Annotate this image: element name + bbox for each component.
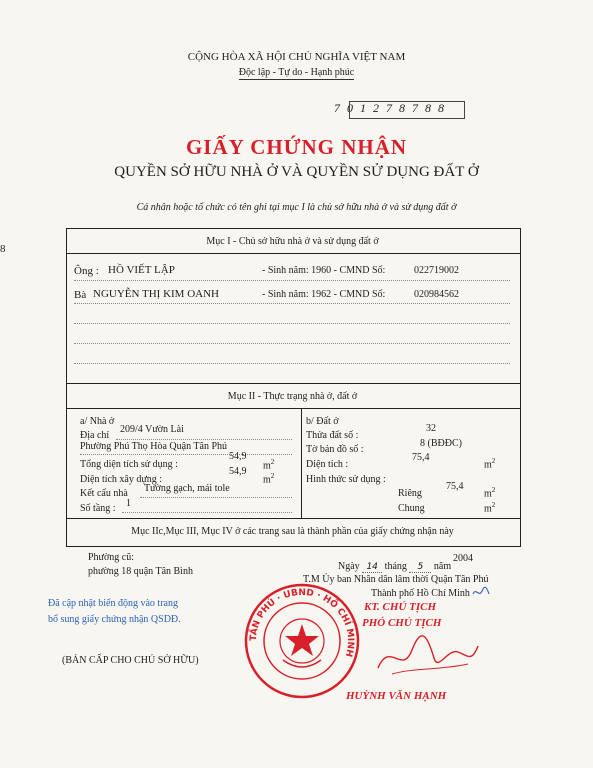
date-line <box>338 561 451 573</box>
address-line1: 209/4 Vườn Lài <box>120 424 184 435</box>
owner2-prefix: Bà <box>74 289 87 301</box>
old-ward-value: phường 18 quận Tân Bình <box>88 566 193 577</box>
serial-text: 7 0 1 2 7 8 7 8 8 <box>334 101 446 115</box>
sign-title1: KT. CHỦ TỊCH <box>364 601 437 613</box>
unit: m <box>484 503 492 515</box>
unit: m <box>484 488 492 500</box>
lot-label: Thửa đất số : <box>306 430 359 441</box>
seal-ring-text: TÂN PHÚ · UBND · HỒ CHÍ MINH <box>248 587 356 658</box>
owner1-name: HỒ VIẾT LẬP <box>108 264 175 276</box>
old-ward-label: Phường cũ: <box>88 552 134 563</box>
build-area-unit <box>263 472 274 485</box>
floors-value: 1 <box>126 498 131 509</box>
serial-box <box>349 101 465 119</box>
official-seal-icon <box>243 582 361 700</box>
copy-note: (BẢN CẤP CHO CHỦ SỞ HỮU) <box>62 655 199 666</box>
margin-mark: 8 <box>0 243 6 255</box>
owner2-info-label: - Sinh năm: 1962 - CMND Số: <box>262 289 386 300</box>
dotted-line <box>74 363 510 364</box>
authority-line2: Thành phố Hồ Chí Minh <box>371 588 470 599</box>
date-year-label: năm <box>433 561 452 572</box>
shared-label: Chung <box>398 503 425 514</box>
owner2-name: NGUYỄN THỊ KIM OANH <box>93 288 219 300</box>
use-area-value: 54,9 <box>229 451 247 462</box>
house-title: a/ Nhà ở <box>80 416 115 427</box>
address-label: Địa chỉ <box>80 430 110 441</box>
owner1-prefix: Ông : <box>74 265 99 277</box>
dotted-line <box>140 497 292 498</box>
unit: m <box>263 474 271 486</box>
private-value: 75,4 <box>446 481 464 492</box>
unit-superscript: 2 <box>491 501 496 509</box>
ownership-note: Cá nhân hoặc tổ chức có tên ghi tại mục I là chủ sở hữu nhà ở và sử dụng đất ở <box>136 202 457 213</box>
unit-superscript: 2 <box>491 486 496 494</box>
owner2-id: 020984562 <box>414 289 459 300</box>
section2-top-divider <box>66 383 520 384</box>
build-area-label: Diện tích xây dựng : <box>80 474 163 485</box>
dotted-line <box>116 439 292 440</box>
document-title: GIẤY CHỨNG NHẬN <box>185 135 408 159</box>
unit: m <box>484 459 492 471</box>
use-area-unit <box>263 458 274 471</box>
dotted-line <box>80 454 292 455</box>
signature-icon <box>372 628 482 684</box>
section1-divider <box>66 253 520 254</box>
dotted-line <box>74 280 510 281</box>
map-value: 8 (BĐĐC) <box>420 438 462 449</box>
land-area-value: 75,4 <box>412 452 430 463</box>
date-month-label: tháng <box>384 561 407 572</box>
nation-title: CỘNG HÒA XÃ HỘI CHỦ NGHĨA VIỆT NAM <box>187 51 406 63</box>
floors-label: Số tầng : <box>80 503 116 514</box>
usage-label: Hình thức sử dụng : <box>306 474 386 485</box>
signer-name: HUỲNH VĂN HẠNH <box>346 690 447 702</box>
update-note-line1: Đã cập nhật biến động vào trang <box>48 598 178 609</box>
private-unit <box>484 486 495 499</box>
initial-scribble <box>471 586 491 598</box>
unit-superscript: 2 <box>491 457 496 465</box>
owner1-info-label: - Sinh năm: 1960 - CMND Số: <box>262 265 386 276</box>
address-line2: Phường Phú Thọ Hòa Quận Tân Phú <box>80 441 228 452</box>
section2-divider <box>66 408 520 409</box>
date-month: 5 <box>409 562 431 573</box>
unit: m <box>263 460 271 472</box>
use-area-label: Tổng diện tích sử dụng : <box>80 459 178 470</box>
dotted-line <box>122 512 292 513</box>
structure-label: Kết cấu nhà <box>80 488 128 499</box>
section2-column-divider <box>301 408 302 518</box>
structure-value: Tường gạch, mái tole <box>144 483 230 494</box>
date-day-label: Ngày <box>338 561 360 572</box>
date-day: 14 <box>362 562 382 573</box>
motto-text: Độc lập - Tự do - Hạnh phúc <box>238 67 355 78</box>
dotted-line <box>74 343 510 344</box>
land-title: b/ Đất ở <box>306 416 339 427</box>
private-label: Riêng <box>398 488 422 499</box>
section2-footer-note: Mục IIc,Mục III, Mục IV ở các trang sau là thành phần của giấy chứng nhận này <box>131 526 454 537</box>
section2-footer-divider <box>66 518 520 519</box>
land-area-label: Diện tích : <box>306 459 349 470</box>
dotted-line <box>74 303 510 304</box>
unit-superscript: 2 <box>270 458 275 466</box>
dotted-line <box>74 323 510 324</box>
build-area-value: 54,9 <box>229 466 247 477</box>
unit-superscript: 2 <box>270 472 275 480</box>
update-note-line2: bổ sung giấy chứng nhận QSDĐ. <box>48 614 181 625</box>
land-area-unit <box>484 457 495 470</box>
sign-title2: PHÓ CHỦ TỊCH <box>362 617 442 629</box>
shared-unit <box>484 501 495 514</box>
owner1-id: 022719002 <box>414 265 459 276</box>
section2-heading: Mục II - Thực trạng nhà ở, đất ở <box>227 391 358 402</box>
lot-value: 32 <box>426 423 436 434</box>
authority-line1: T.M Ủy ban Nhân dân lâm thời Quận Tân Phú <box>303 574 489 585</box>
section1-heading: Mục I - Chủ sở hữu nhà ở và sử dụng đất ở <box>206 236 379 247</box>
date-year: 2004 <box>453 553 473 564</box>
map-label: Tờ bản đồ số : <box>306 444 364 455</box>
motto <box>0 67 593 78</box>
document-subtitle: QUYỀN SỞ HỮU NHÀ Ở VÀ QUYỀN SỬ DỤNG ĐẤT Ở <box>114 164 479 180</box>
